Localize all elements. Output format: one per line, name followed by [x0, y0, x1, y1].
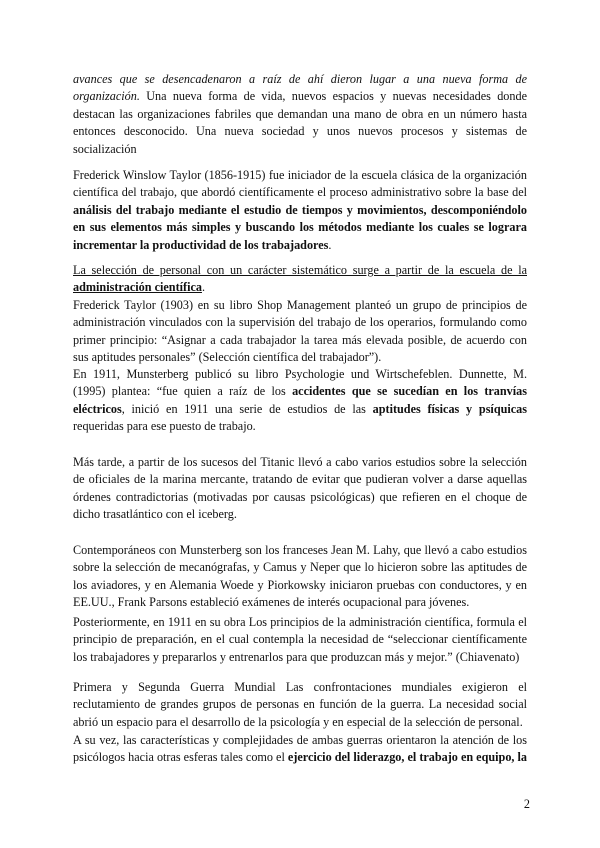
body-text: Primera y Segunda Guerra Mundial Las confrontaciones mundiales exigieron el reclutamiento de grandes grupos de personas en función de la guerra. La necesidad social abrió un espacio para el desarrollo de la psicología y en especial de la selección de personal.: [73, 680, 527, 729]
body-text: Más tarde, a partir de los sucesos del Titanic llevó a cabo varios estudios sobre la selección de oficiales de la marina mercante, tratando de evitar que pudieran volver a darse aquellas órdenes contradictorias (motivadas por causas psicológicas) que refieren en el choque de dicho trasatlántico con el iceberg.: [73, 455, 527, 522]
paragraph-industrial-revolution: [73, 71, 527, 158]
body-text: Contemporáneos con Munsterberg son los franceses Jean M. Lahy, que llevó a cabo estudios sobre la selección de mecanógrafas, y Camus y Neper que lo hicieron sobre las aptitudes de los aviadores, y en Alemania Woede y Piorkowsky iniciaron pruebas con conductores, y en EE.UU., Frank Parsons estableció exámenes de interés ocupacional para jóvenes.: [73, 543, 527, 610]
paragraph-taylor: [73, 167, 527, 254]
bold-text: aptitudes físicas y psíquicas: [372, 401, 528, 416]
paragraph-world-wars: [73, 679, 527, 731]
paragraph-munsterberg: [73, 366, 527, 436]
paragraph-personnel-selection: [73, 262, 527, 366]
body-text: Frederick Winslow Taylor (1856-1915) fue iniciador de la escuela clásica de la organización científica del trabajo, que abordó científicamente el proceso administrativo sobre la base del: [73, 168, 527, 200]
body-text: En 1911, Munsterberg publicó su libro Psychologie und Wirtschefeblen. Dunnette, M. (1995) plantea: “fue quien a raíz de los: [73, 367, 527, 399]
body-text: .: [328, 237, 332, 252]
paragraph-preparation-principle: [73, 614, 527, 666]
paragraph-leadership: [73, 732, 527, 767]
page-number: 2: [523, 797, 530, 811]
paragraph-titanic: [73, 454, 527, 524]
body-text: A su vez, las características y complejidades de ambas guerras orientaron la atención de los psicólogos hacia otras esferas tales como el: [73, 733, 527, 765]
underlined-text: La selección de personal con un carácter sistemático surge a partir de la escuela de la: [73, 263, 527, 277]
body-text: requeridas para ese puesto de trabajo.: [73, 419, 256, 434]
body-text: Posteriormente, en 1911 en su obra Los principios de la administración científica, formula el principio de preparación, en el cual contempla la necesidad de “seleccionar científicamente los trabajadores y prepararlos y entrenarlos para que produzcan más y mejor.” (Chiavenato): [73, 615, 527, 664]
body-text: , inició en 1911 una serie de estudios de las: [121, 401, 373, 416]
body-text: Una nueva forma de vida, nuevos espacios y nuevas necesidades donde destacan las organizaciones fabriles que demandan una mano de obra en un número hasta entonces desconocido. Una nueva sociedad y unos nuevos procesos y sistemas de socialización: [73, 89, 527, 156]
underlined-bold-text: administración científica: [73, 280, 202, 295]
bold-text: análisis del trabajo mediante el estudio de tiempos y movimientos, descomponiéndolo en sus elementos más simples y buscando los métodos mediante los cuales se lograra incrementar la productividad de los trabajadores: [73, 202, 527, 252]
bold-text: ejercicio del liderazgo, el trabajo en equipo, la: [287, 750, 527, 765]
body-text: .: [201, 280, 206, 295]
italic-text: avances que se desencadenaron a raíz de ahí dieron lugar a una nueva forma de organización.: [73, 72, 527, 104]
paragraph-contemporaries: [73, 542, 527, 612]
bold-text: accidentes que se sucedían en los tranvías eléctricos: [73, 384, 527, 416]
body-text: Frederick Taylor (1903) en su libro Shop Management planteó un grupo de principios de administración vinculados con la supervisión del trabajo de los operarios, formulando como primer principio: “Asignar a cada trabajador la tarea más elevada posible, de acuerdo con sus aptitudes personales” (Selección científica del trabajador”).: [73, 297, 527, 365]
